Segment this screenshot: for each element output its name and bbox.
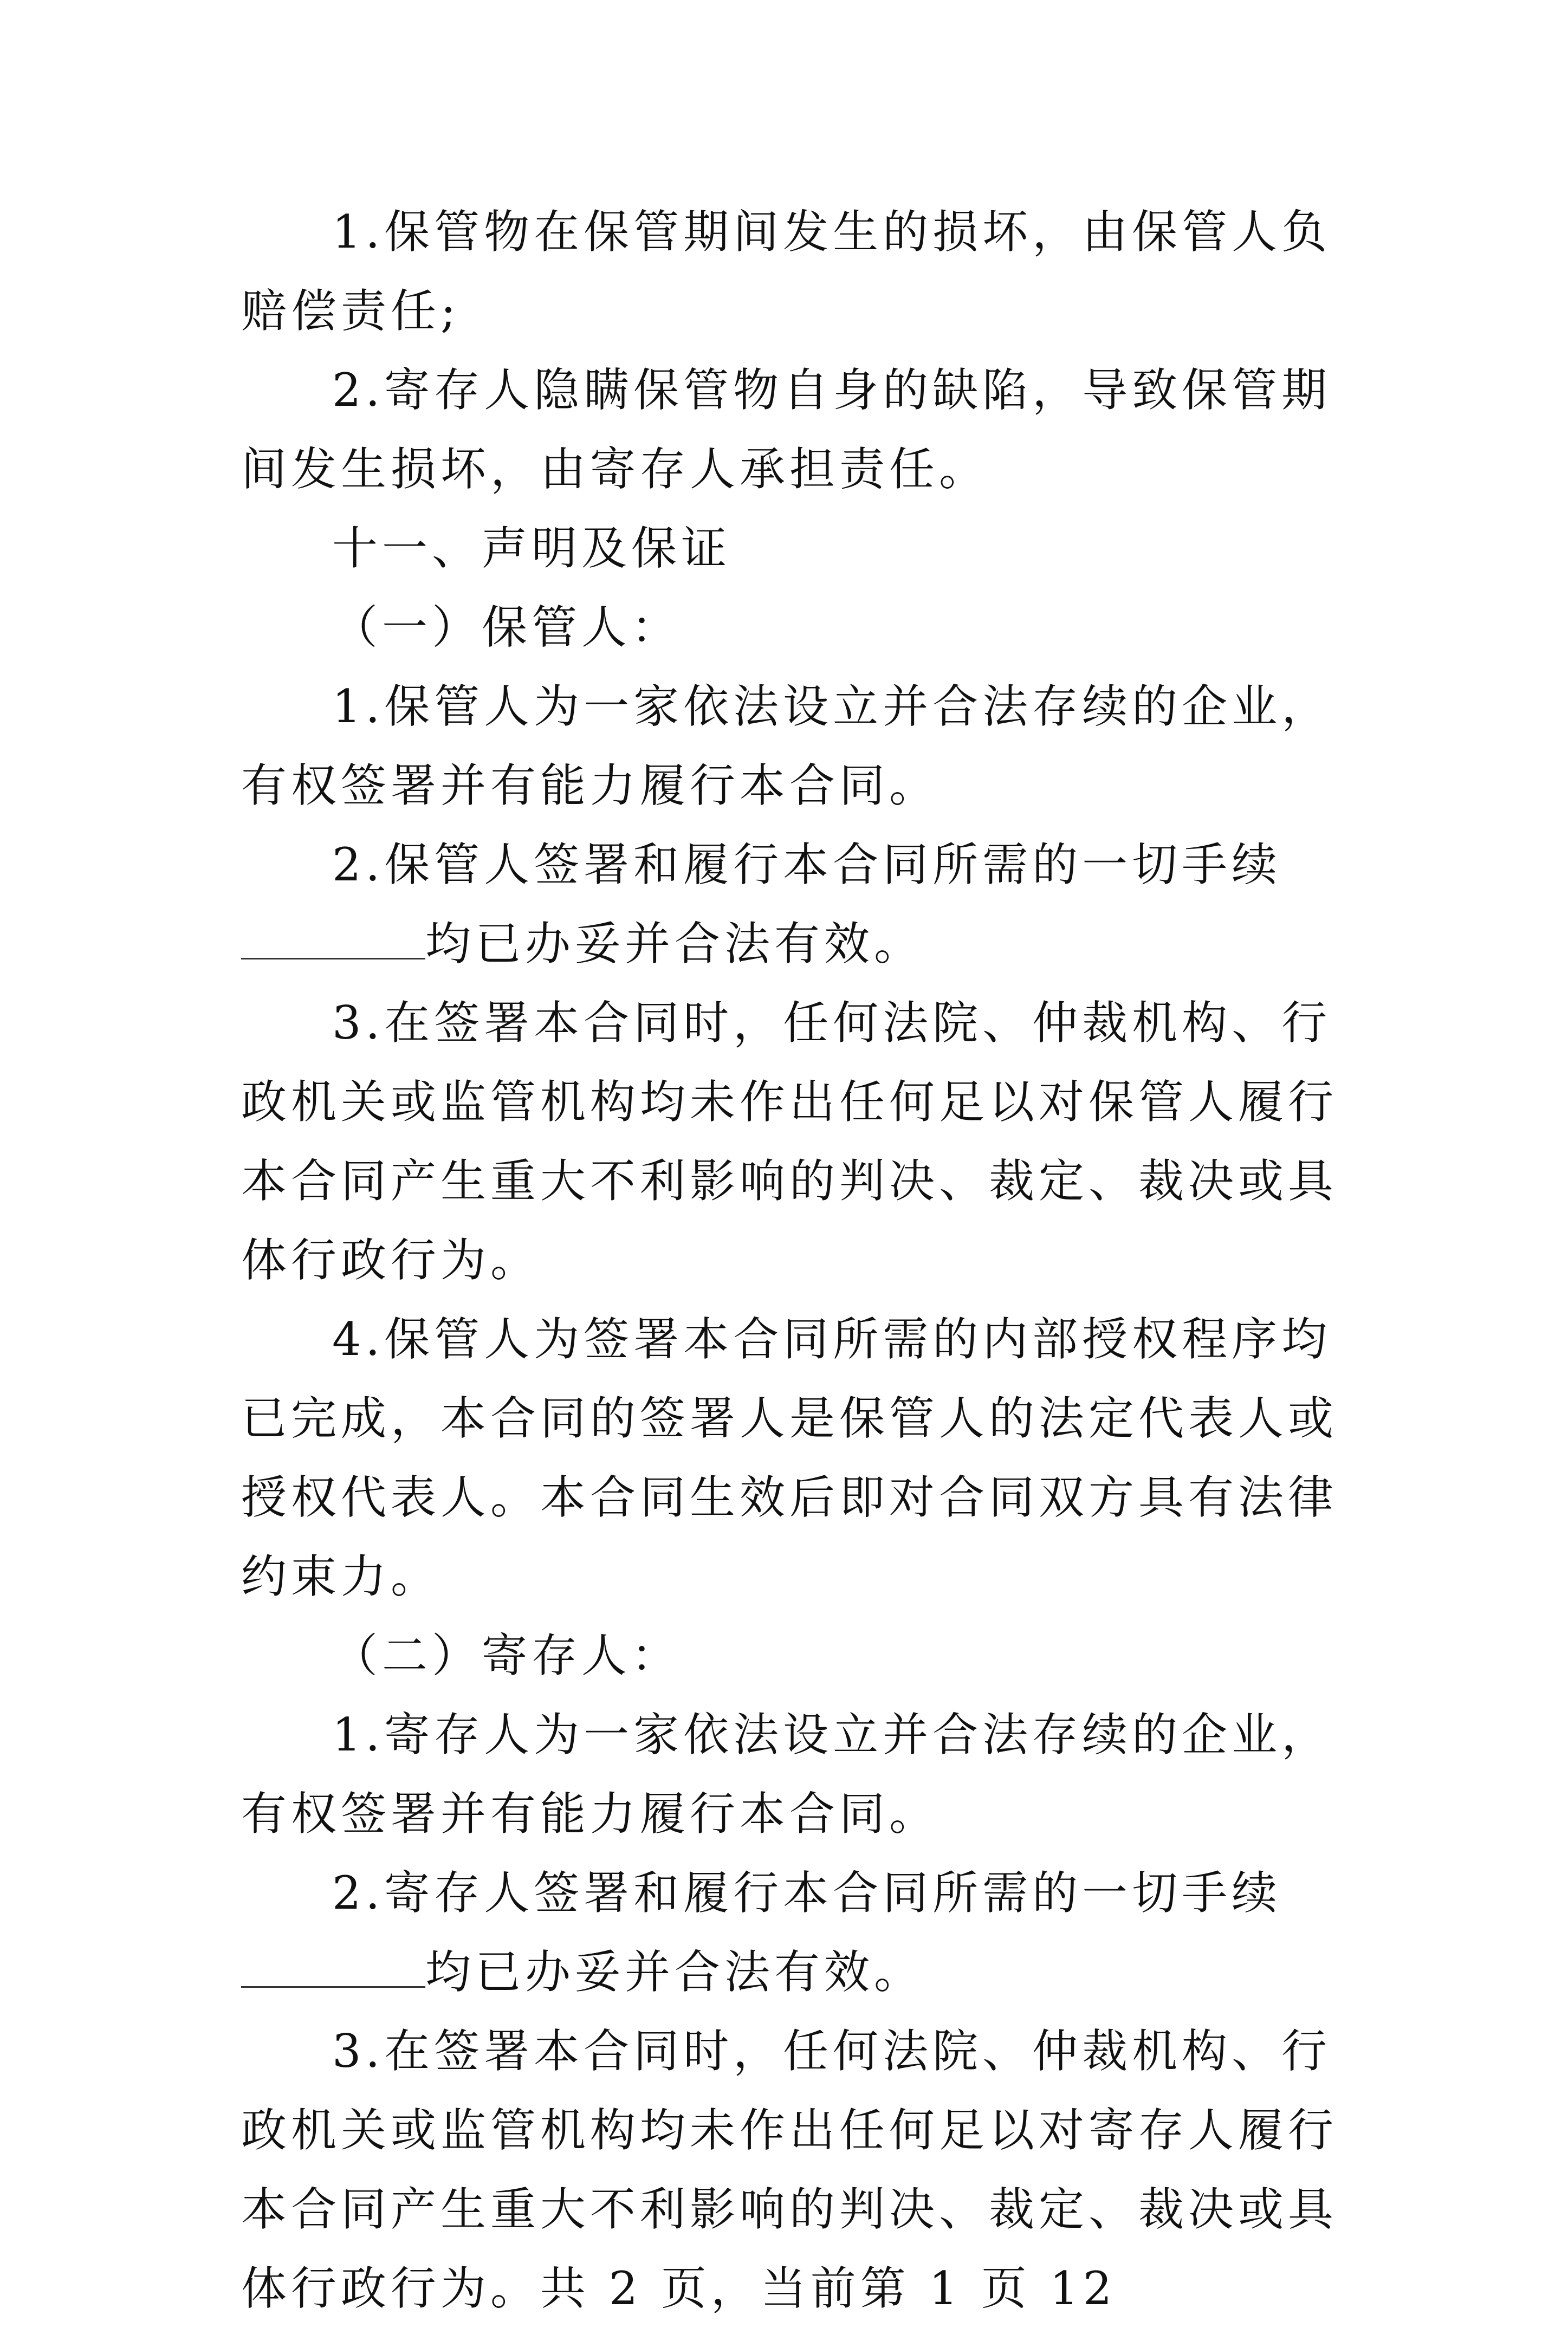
- subsection-heading-custodian: （一）保管人：: [332, 601, 682, 654]
- fill-in-blank: [241, 919, 425, 959]
- paragraph-clause-10-2: 2.寄存人隐瞒保管物自身的缺陷，导致保管期间发生损坏，由寄存人承担责任。: [241, 364, 1332, 496]
- paragraph-depositor-1: 1.寄存人为一家依法设立并合法存续的企业，有权签署并有能力履行本合同。: [241, 1708, 1332, 1840]
- paragraph-clause-10-1: 1.保管物在保管期间发生的损坏，由保管人负赔偿责任;: [241, 205, 1332, 338]
- paragraph-custodian-2-lead: 2.保管人签署和履行本合同所需的一切手续: [332, 838, 1282, 891]
- section-heading-11: 十一、声明及保证: [332, 522, 731, 575]
- paragraph-depositor-2-tail: 均已办妥并合法有效。: [425, 1946, 924, 1999]
- subsection-heading-depositor: （二）寄存人：: [332, 1629, 682, 1682]
- document-body: [241, 192, 1341, 2328]
- paragraph-depositor-3: 3.在签署本合同时，任何法院、仲裁机构、行政机关或监管机构均未作出任何足以对寄存人履行本合同产生重大不利影响的判决、裁定、裁决或具体行政行为。共 2 页，当前第 1 页 12: [241, 2025, 1338, 2315]
- paragraph-depositor-2-lead: 2.寄存人签署和履行本合同所需的一切手续: [332, 1866, 1282, 1920]
- paragraph-custodian-1: 1.保管人为一家依法设立并合法存续的企业，有权签署并有能力履行本合同。: [241, 680, 1332, 812]
- paragraph-depositor-2: [241, 1853, 1341, 2012]
- paragraph-custodian-2: [241, 825, 1341, 983]
- paragraph-custodian-2-tail: 均已办妥并合法有效。: [425, 917, 924, 970]
- paragraph-custodian-3: 3.在签署本合同时，任何法院、仲裁机构、行政机关或监管机构均未作出任何足以对保管人履行本合同产生重大不利影响的判决、裁定、裁决或具体行政行为。: [241, 996, 1338, 1287]
- fill-in-blank: [241, 1947, 425, 1988]
- paragraph-custodian-4: 4.保管人为签署本合同所需的内部授权程序均已完成，本合同的签署人是保管人的法定代表人或授权代表人。本合同生效后即对合同双方具有法律约束力。: [241, 1313, 1338, 1603]
